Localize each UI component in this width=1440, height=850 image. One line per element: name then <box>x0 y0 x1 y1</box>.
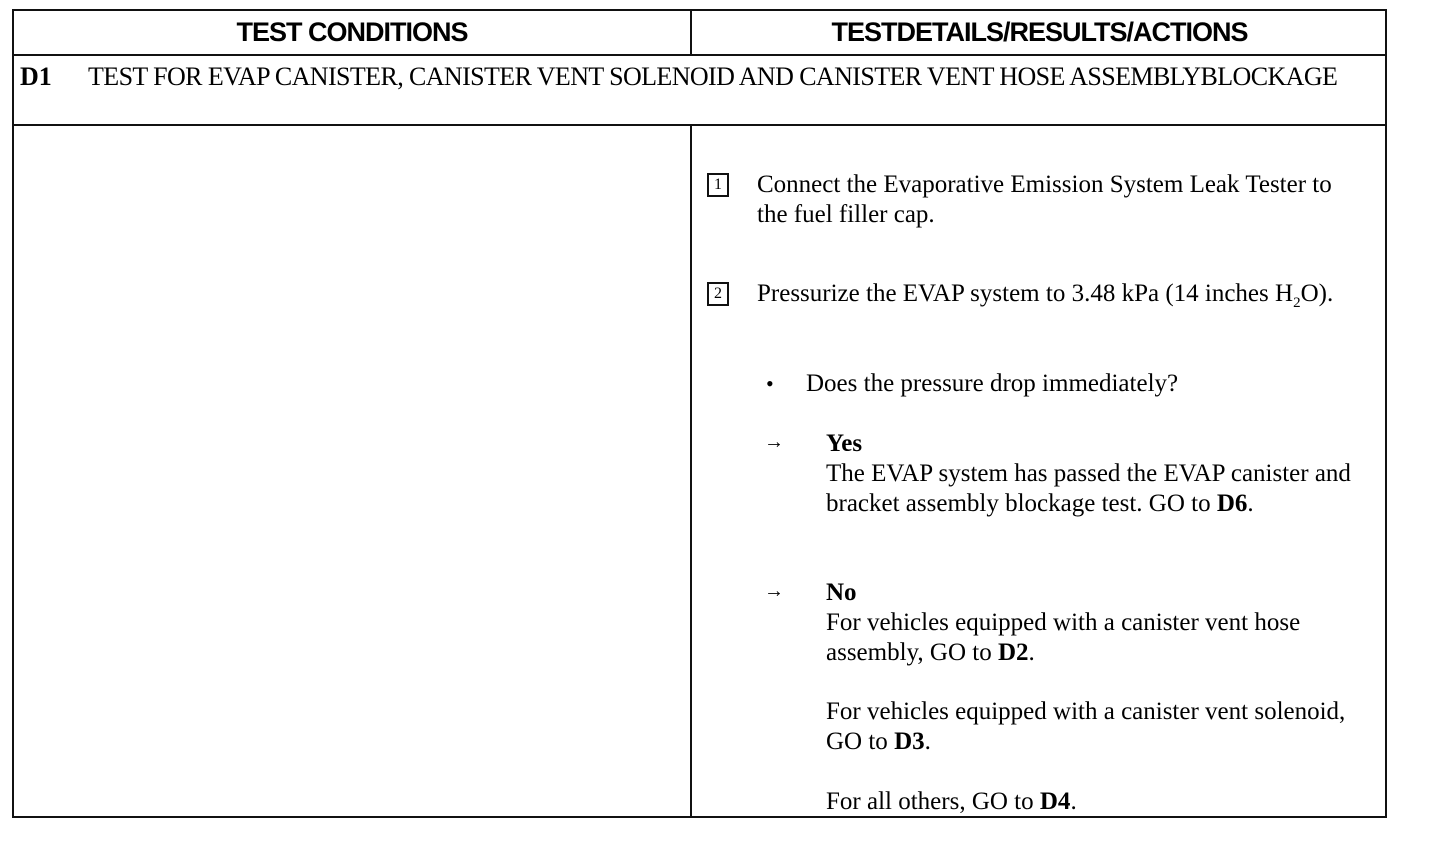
column-divider <box>690 126 692 818</box>
step-number-box <box>707 282 729 306</box>
step-number-box <box>707 173 729 197</box>
test-id: D1 <box>20 62 52 91</box>
header-test-conditions: TEST CONDITIONS <box>236 17 468 47</box>
step-1-text: Connect the Evaporative Emission System Leak Tester to the fuel filler cap. <box>757 171 1332 228</box>
answer-no-label: No <box>826 579 857 606</box>
answer-no-item-ref: D3 <box>894 728 925 755</box>
step-2-subscript: 2 <box>1293 295 1301 311</box>
header-rule <box>14 54 1387 56</box>
test-title: TEST FOR EVAP CANISTER, CANISTER VENT SOLENOID AND CANISTER VENT HOSE ASSEMBLYBLOCKAGE <box>88 62 1338 91</box>
answer-yes-ref: D6 <box>1216 490 1248 517</box>
question-text: Does the pressure drop immediately? <box>806 370 1179 397</box>
answer-no-item-end: . <box>924 728 931 755</box>
test-table <box>12 9 1387 818</box>
answer-no-item-end: . <box>1028 639 1035 666</box>
answer-yes-text <box>826 459 1366 519</box>
step-2-text-end: O). <box>1300 280 1334 307</box>
answer-no-item <box>826 697 1346 757</box>
step-2-text <box>757 279 1382 318</box>
answer-no-item-ref: D4 <box>1039 788 1071 815</box>
bullet-icon: • <box>766 371 774 396</box>
step-2-text-main: Pressurize the EVAP system to 3.48 kPa (14 inches H <box>757 280 1294 307</box>
answer-yes-body: The EVAP system has passed the EVAP canister and bracket assembly blockage test. GO to <box>826 460 1351 517</box>
answer-no-item <box>826 608 1346 668</box>
arrow-right-icon: → <box>764 580 784 602</box>
answer-no-item-end: . <box>1070 788 1077 815</box>
header-test-details: TESTDETAILS/RESULTS/ACTIONS <box>831 17 1248 47</box>
answer-yes-label: Yes <box>826 430 863 457</box>
answer-yes-end: . <box>1247 490 1254 517</box>
answer-no-item-body: For vehicles equipped with a canister vent hose assembly, GO to <box>826 609 1301 666</box>
answer-no-item-ref: D2 <box>997 639 1029 666</box>
answer-no-item <box>826 787 1346 817</box>
arrow-right-icon: → <box>764 431 784 453</box>
title-rule <box>14 124 1387 126</box>
answer-no-item-body: For vehicles equipped with a canister vent solenoid, GO to <box>826 698 1346 755</box>
step-number: 1 <box>714 176 722 193</box>
answer-no-item-body: For all others, GO to <box>826 788 1040 815</box>
step-number: 2 <box>714 285 722 302</box>
